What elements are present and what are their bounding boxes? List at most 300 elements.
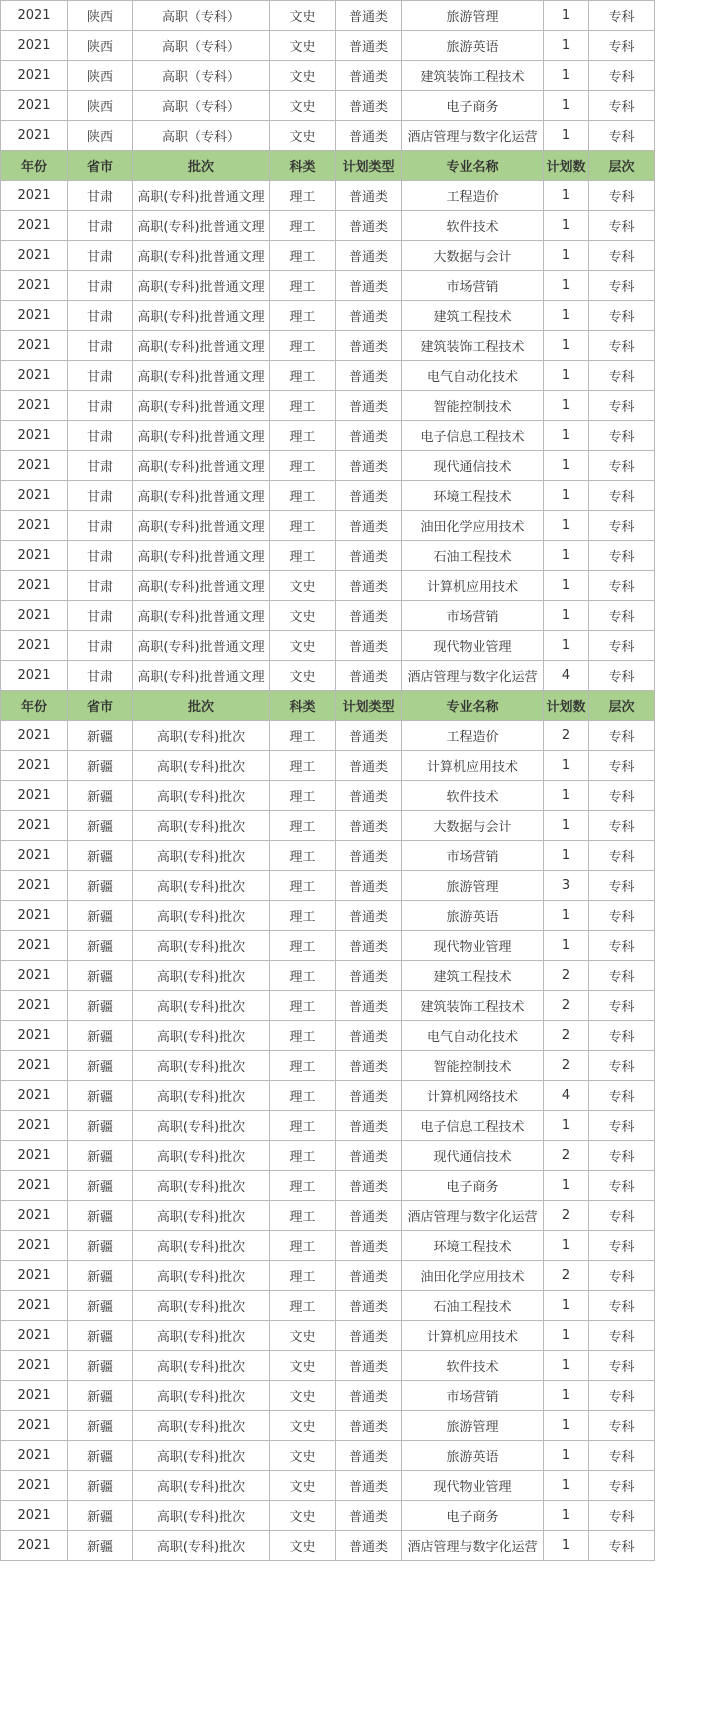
cell-year: 2021 [1,211,68,241]
cell-plan-count: 1 [544,1,589,31]
table-row [1,601,655,631]
table-row [1,1021,655,1051]
cell-plan-type: 普通类 [336,421,402,451]
cell-subject: 文史 [270,571,336,601]
cell-plan-type: 普通类 [336,181,402,211]
cell-subject: 理工 [270,1021,336,1051]
cell-plan-type: 普通类 [336,1261,402,1291]
cell-batch: 高职(专科)批次 [133,931,270,961]
cell-level: 专科 [589,271,655,301]
cell-subject: 文史 [270,1441,336,1471]
cell-plan-type: 普通类 [336,31,402,61]
cell-major: 计算机应用技术 [402,751,544,781]
table-row [1,1201,655,1231]
cell-plan-count: 1 [544,631,589,661]
cell-year: 2021 [1,1291,68,1321]
cell-batch: 高职(专科)批次 [133,871,270,901]
cell-major: 电子商务 [402,1171,544,1201]
cell-province: 陕西 [68,121,133,151]
table-row [1,1261,655,1291]
cell-province: 新疆 [68,1141,133,1171]
cell-batch: 高职(专科)批次 [133,1141,270,1171]
cell-subject: 理工 [270,391,336,421]
cell-major: 计算机应用技术 [402,1321,544,1351]
cell-plan-count: 1 [544,61,589,91]
cell-subject: 理工 [270,751,336,781]
cell-batch: 高职(专科)批次 [133,1381,270,1411]
cell-subject: 理工 [270,1111,336,1141]
cell-year: 2021 [1,1051,68,1081]
header-cell-province: 省市 [68,151,133,181]
cell-level: 专科 [589,1,655,31]
cell-subject: 理工 [270,1291,336,1321]
table-row [1,1231,655,1261]
header-cell-plan-count: 计划数 [544,151,589,181]
cell-plan-count: 1 [544,1111,589,1141]
cell-province: 甘肃 [68,391,133,421]
table-row [1,1531,655,1561]
cell-plan-count: 1 [544,211,589,241]
cell-subject: 理工 [270,781,336,811]
cell-plan-type: 普通类 [336,721,402,751]
header-cell-plan-type: 计划类型 [336,691,402,721]
cell-major: 旅游管理 [402,1,544,31]
cell-plan-count: 1 [544,331,589,361]
cell-major: 酒店管理与数字化运营 [402,661,544,691]
cell-year: 2021 [1,871,68,901]
cell-major: 酒店管理与数字化运营 [402,1531,544,1561]
cell-plan-type: 普通类 [336,91,402,121]
cell-major: 旅游英语 [402,1441,544,1471]
header-cell-plan-count: 计划数 [544,691,589,721]
cell-level: 专科 [589,781,655,811]
cell-major: 现代物业管理 [402,631,544,661]
cell-province: 新疆 [68,1201,133,1231]
cell-plan-count: 1 [544,91,589,121]
cell-plan-count: 2 [544,721,589,751]
table-row [1,781,655,811]
header-cell-level: 层次 [589,691,655,721]
cell-province: 新疆 [68,1081,133,1111]
cell-year: 2021 [1,1111,68,1141]
cell-major: 智能控制技术 [402,391,544,421]
cell-province: 甘肃 [68,451,133,481]
cell-plan-type: 普通类 [336,361,402,391]
cell-province: 新疆 [68,1531,133,1561]
cell-level: 专科 [589,1321,655,1351]
cell-province: 新疆 [68,781,133,811]
cell-year: 2021 [1,961,68,991]
cell-plan-type: 普通类 [336,301,402,331]
cell-plan-type: 普通类 [336,1051,402,1081]
cell-plan-count: 1 [544,781,589,811]
cell-year: 2021 [1,1,68,31]
table-row [1,1411,655,1441]
cell-major: 智能控制技术 [402,1051,544,1081]
cell-year: 2021 [1,1441,68,1471]
cell-year: 2021 [1,1531,68,1561]
cell-level: 专科 [589,1441,655,1471]
cell-plan-count: 1 [544,931,589,961]
cell-province: 新疆 [68,841,133,871]
cell-year: 2021 [1,181,68,211]
cell-province: 甘肃 [68,241,133,271]
cell-province: 甘肃 [68,661,133,691]
cell-year: 2021 [1,451,68,481]
cell-level: 专科 [589,751,655,781]
cell-plan-type: 普通类 [336,241,402,271]
cell-year: 2021 [1,841,68,871]
cell-province: 新疆 [68,1471,133,1501]
cell-level: 专科 [589,1201,655,1231]
cell-year: 2021 [1,481,68,511]
cell-major: 现代通信技术 [402,1141,544,1171]
cell-plan-count: 4 [544,1081,589,1111]
cell-year: 2021 [1,751,68,781]
table-row [1,301,655,331]
cell-level: 专科 [589,121,655,151]
table-row [1,241,655,271]
table-body [1,1,655,1561]
cell-major: 石油工程技术 [402,1291,544,1321]
cell-batch: 高职(专科)批普通文理 [133,391,270,421]
cell-level: 专科 [589,841,655,871]
cell-level: 专科 [589,661,655,691]
cell-major: 旅游管理 [402,1411,544,1441]
cell-batch: 高职(专科)批次 [133,1231,270,1261]
cell-level: 专科 [589,931,655,961]
cell-plan-count: 2 [544,1261,589,1291]
cell-batch: 高职(专科)批普通文理 [133,361,270,391]
cell-year: 2021 [1,331,68,361]
cell-year: 2021 [1,811,68,841]
cell-subject: 理工 [270,871,336,901]
cell-batch: 高职(专科)批次 [133,781,270,811]
cell-major: 电子信息工程技术 [402,1111,544,1141]
cell-level: 专科 [589,1411,655,1441]
cell-batch: 高职(专科)批普通文理 [133,451,270,481]
table-row [1,961,655,991]
cell-level: 专科 [589,31,655,61]
cell-year: 2021 [1,61,68,91]
table-row [1,481,655,511]
cell-province: 新疆 [68,751,133,781]
cell-level: 专科 [589,961,655,991]
cell-plan-count: 2 [544,1141,589,1171]
table-row [1,121,655,151]
cell-batch: 高职(专科)批次 [133,1081,270,1111]
table-row [1,931,655,961]
cell-major: 电子商务 [402,91,544,121]
cell-batch: 高职（专科） [133,121,270,151]
cell-year: 2021 [1,1381,68,1411]
cell-subject: 理工 [270,901,336,931]
cell-province: 新疆 [68,931,133,961]
cell-subject: 文史 [270,1531,336,1561]
table-row [1,571,655,601]
cell-level: 专科 [589,1111,655,1141]
cell-plan-type: 普通类 [336,391,402,421]
header-cell-level: 层次 [589,151,655,181]
cell-plan-type: 普通类 [336,841,402,871]
cell-level: 专科 [589,1081,655,1111]
cell-plan-type: 普通类 [336,1321,402,1351]
cell-plan-count: 4 [544,661,589,691]
cell-level: 专科 [589,991,655,1021]
cell-subject: 理工 [270,1231,336,1261]
cell-year: 2021 [1,361,68,391]
header-row [1,151,655,181]
cell-major: 旅游管理 [402,871,544,901]
cell-major: 建筑装饰工程技术 [402,991,544,1021]
cell-year: 2021 [1,1411,68,1441]
cell-level: 专科 [589,61,655,91]
cell-plan-type: 普通类 [336,451,402,481]
cell-province: 甘肃 [68,421,133,451]
cell-province: 甘肃 [68,481,133,511]
cell-major: 计算机应用技术 [402,571,544,601]
cell-subject: 理工 [270,241,336,271]
cell-batch: 高职(专科)批次 [133,991,270,1021]
cell-subject: 文史 [270,1471,336,1501]
cell-plan-type: 普通类 [336,1,402,31]
cell-subject: 理工 [270,1171,336,1201]
cell-level: 专科 [589,1501,655,1531]
cell-major: 油田化学应用技术 [402,1261,544,1291]
cell-batch: 高职(专科)批次 [133,751,270,781]
cell-plan-type: 普通类 [336,1171,402,1201]
cell-major: 大数据与会计 [402,241,544,271]
cell-plan-count: 1 [544,1411,589,1441]
header-cell-province: 省市 [68,691,133,721]
cell-plan-type: 普通类 [336,1411,402,1441]
cell-subject: 理工 [270,361,336,391]
cell-province: 甘肃 [68,361,133,391]
cell-major: 建筑装饰工程技术 [402,331,544,361]
table-row [1,721,655,751]
cell-level: 专科 [589,811,655,841]
cell-plan-count: 1 [544,451,589,481]
cell-major: 软件技术 [402,211,544,241]
cell-level: 专科 [589,1261,655,1291]
table-row [1,1171,655,1201]
cell-year: 2021 [1,241,68,271]
cell-plan-count: 1 [544,1291,589,1321]
cell-plan-count: 2 [544,991,589,1021]
cell-plan-type: 普通类 [336,61,402,91]
cell-subject: 理工 [270,1081,336,1111]
cell-plan-count: 1 [544,1471,589,1501]
cell-plan-count: 1 [544,361,589,391]
cell-batch: 高职(专科)批普通文理 [133,541,270,571]
cell-batch: 高职(专科)批次 [133,1441,270,1471]
cell-subject: 理工 [270,1141,336,1171]
cell-plan-count: 1 [544,421,589,451]
cell-major: 环境工程技术 [402,481,544,511]
cell-plan-count: 1 [544,1441,589,1471]
cell-plan-count: 1 [544,1321,589,1351]
cell-subject: 理工 [270,541,336,571]
cell-plan-type: 普通类 [336,1141,402,1171]
header-row [1,691,655,721]
cell-plan-type: 普通类 [336,211,402,241]
cell-batch: 高职(专科)批普通文理 [133,661,270,691]
cell-subject: 文史 [270,1321,336,1351]
table-row [1,1381,655,1411]
cell-subject: 理工 [270,931,336,961]
table-row [1,871,655,901]
cell-year: 2021 [1,571,68,601]
cell-year: 2021 [1,661,68,691]
cell-major: 现代通信技术 [402,451,544,481]
cell-plan-count: 1 [544,1531,589,1561]
table-row [1,361,655,391]
cell-subject: 理工 [270,301,336,331]
cell-plan-count: 1 [544,901,589,931]
cell-batch: 高职(专科)批次 [133,841,270,871]
cell-plan-count: 2 [544,1051,589,1081]
cell-major: 建筑装饰工程技术 [402,61,544,91]
cell-province: 甘肃 [68,631,133,661]
cell-level: 专科 [589,1471,655,1501]
cell-year: 2021 [1,271,68,301]
cell-major: 软件技术 [402,1351,544,1381]
cell-major: 市场营销 [402,271,544,301]
cell-province: 新疆 [68,1291,133,1321]
cell-batch: 高职(专科)批次 [133,1171,270,1201]
cell-subject: 文史 [270,661,336,691]
cell-plan-count: 1 [544,811,589,841]
cell-batch: 高职(专科)批次 [133,1351,270,1381]
cell-major: 电子商务 [402,1501,544,1531]
cell-plan-count: 1 [544,121,589,151]
header-cell-subject: 科类 [270,691,336,721]
cell-subject: 文史 [270,91,336,121]
cell-batch: 高职(专科)批次 [133,1291,270,1321]
cell-province: 甘肃 [68,301,133,331]
cell-level: 专科 [589,871,655,901]
cell-subject: 理工 [270,961,336,991]
cell-plan-type: 普通类 [336,1111,402,1141]
cell-batch: 高职（专科） [133,61,270,91]
table-row [1,211,655,241]
cell-province: 新疆 [68,961,133,991]
cell-batch: 高职(专科)批次 [133,1321,270,1351]
cell-batch: 高职(专科)批普通文理 [133,181,270,211]
table-row [1,1351,655,1381]
cell-plan-count: 3 [544,871,589,901]
cell-subject: 文史 [270,31,336,61]
cell-plan-type: 普通类 [336,991,402,1021]
table-row [1,661,655,691]
cell-plan-type: 普通类 [336,1381,402,1411]
cell-batch: 高职(专科)批普通文理 [133,241,270,271]
cell-level: 专科 [589,571,655,601]
cell-subject: 理工 [270,811,336,841]
cell-major: 市场营销 [402,601,544,631]
table-row [1,61,655,91]
cell-plan-type: 普通类 [336,781,402,811]
cell-major: 工程造价 [402,721,544,751]
cell-plan-type: 普通类 [336,1291,402,1321]
cell-subject: 理工 [270,181,336,211]
table-row [1,1501,655,1531]
cell-level: 专科 [589,901,655,931]
cell-year: 2021 [1,301,68,331]
table-row [1,451,655,481]
cell-province: 新疆 [68,991,133,1021]
cell-province: 陕西 [68,1,133,31]
cell-province: 甘肃 [68,511,133,541]
cell-major: 现代物业管理 [402,931,544,961]
cell-plan-type: 普通类 [336,751,402,781]
cell-year: 2021 [1,781,68,811]
cell-subject: 理工 [270,421,336,451]
cell-province: 甘肃 [68,541,133,571]
cell-level: 专科 [589,601,655,631]
cell-year: 2021 [1,391,68,421]
cell-province: 新疆 [68,1321,133,1351]
cell-province: 甘肃 [68,211,133,241]
cell-batch: 高职（专科） [133,31,270,61]
table-row [1,541,655,571]
cell-plan-type: 普通类 [336,271,402,301]
cell-plan-count: 1 [544,541,589,571]
cell-batch: 高职(专科)批次 [133,1261,270,1291]
header-cell-batch: 批次 [133,691,270,721]
cell-plan-type: 普通类 [336,481,402,511]
cell-plan-count: 1 [544,1351,589,1381]
cell-batch: 高职(专科)批次 [133,811,270,841]
cell-plan-type: 普通类 [336,121,402,151]
cell-plan-type: 普通类 [336,661,402,691]
cell-subject: 文史 [270,1501,336,1531]
cell-major: 现代物业管理 [402,1471,544,1501]
cell-plan-type: 普通类 [336,511,402,541]
cell-plan-count: 2 [544,1021,589,1051]
cell-subject: 文史 [270,1351,336,1381]
table-row [1,1441,655,1471]
table-row [1,391,655,421]
cell-batch: 高职(专科)批普通文理 [133,211,270,241]
table-row [1,271,655,301]
cell-plan-count: 1 [544,271,589,301]
table-row [1,1081,655,1111]
table-row [1,901,655,931]
cell-plan-type: 普通类 [336,1501,402,1531]
cell-year: 2021 [1,601,68,631]
cell-batch: 高职(专科)批次 [133,1411,270,1441]
cell-plan-count: 1 [544,1501,589,1531]
cell-province: 新疆 [68,871,133,901]
cell-major: 电子信息工程技术 [402,421,544,451]
cell-year: 2021 [1,91,68,121]
cell-level: 专科 [589,301,655,331]
cell-batch: 高职(专科)批次 [133,901,270,931]
cell-province: 新疆 [68,1381,133,1411]
cell-plan-type: 普通类 [336,871,402,901]
header-cell-subject: 科类 [270,151,336,181]
cell-province: 新疆 [68,1171,133,1201]
cell-year: 2021 [1,1351,68,1381]
header-cell-year: 年份 [1,691,68,721]
cell-province: 新疆 [68,811,133,841]
cell-level: 专科 [589,181,655,211]
cell-plan-count: 1 [544,1171,589,1201]
cell-major: 工程造价 [402,181,544,211]
cell-province: 新疆 [68,1261,133,1291]
header-cell-major: 专业名称 [402,691,544,721]
